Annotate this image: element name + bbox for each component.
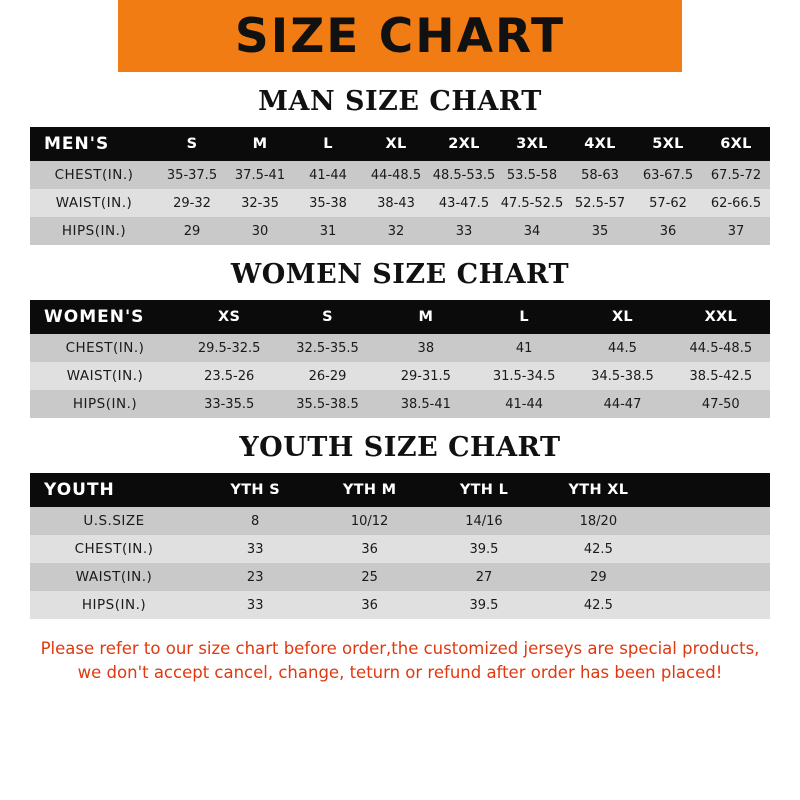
row-label: WAIST(IN.) (75, 569, 153, 585)
table-cell: 30 (251, 223, 269, 239)
table-cell: 47-50 (701, 396, 740, 412)
section-title-youth: YOUTH SIZE CHART (239, 432, 561, 463)
footer-note (22, 637, 778, 685)
table-cell-spacer (656, 535, 770, 563)
table-cell: 63-67.5 (642, 167, 694, 183)
header-cell: 4XL (584, 136, 616, 152)
table-header-row (30, 473, 770, 507)
table-cell: 14/16 (465, 513, 503, 529)
header-cell: WOMEN'S (44, 307, 145, 327)
table-cell: 31 (319, 223, 337, 239)
table-row (30, 390, 770, 418)
table-cell: 26-29 (308, 368, 347, 384)
table-cell: 43-47.5 (438, 195, 490, 211)
table-cell: 33 (246, 597, 264, 613)
table-cell: 29 (183, 223, 201, 239)
table-cell: 44.5 (608, 340, 637, 356)
table-cell-spacer (656, 591, 770, 619)
table-cell: 25 (361, 569, 378, 585)
table-cell: 53.5-58 (506, 167, 558, 183)
footer-note-line-1: Please refer to our size chart before order,the customized jerseys are special products, (40, 639, 760, 658)
table-row (30, 591, 770, 619)
table-cell: 29-31.5 (400, 368, 451, 384)
table-cell: 38.5-41 (400, 396, 451, 412)
table-cell: 36 (659, 223, 677, 239)
table-cell: 33-35.5 (204, 396, 255, 412)
table-row (30, 334, 770, 362)
table-row (30, 563, 770, 591)
table-cell: 57-62 (649, 195, 687, 211)
row-label: CHEST(IN.) (54, 167, 134, 183)
table-cell: 35-38 (309, 195, 347, 211)
header-cell: M (252, 136, 268, 152)
header-cell: YTH XL (568, 482, 629, 498)
table-cell: 41-44 (309, 167, 347, 183)
header-cell: 6XL (720, 136, 752, 152)
header-cell: S (186, 136, 198, 152)
women-size-table (30, 300, 770, 418)
table-cell: 23.5-26 (204, 368, 255, 384)
table-cell: 67.5-72 (710, 167, 762, 183)
section-women (0, 259, 800, 418)
section-man (0, 86, 800, 245)
header-cell: XXL (704, 309, 738, 325)
header-cell: 3XL (516, 136, 548, 152)
table-cell-spacer (656, 507, 770, 535)
footer-note-line-2: we don't accept cancel, change, teturn or refund after order has been placed! (77, 662, 723, 682)
table-cell: 29 (590, 569, 607, 585)
table-cell: 31.5-34.5 (492, 368, 556, 384)
table-cell: 29-32 (173, 195, 211, 211)
table-cell: 38.5-42.5 (689, 368, 753, 384)
table-row (30, 507, 770, 535)
table-cell: 47.5-52.5 (500, 195, 564, 211)
table-cell: 39.5 (469, 597, 499, 613)
table-cell: 52.5-57 (574, 195, 626, 211)
table-header-row (30, 300, 770, 334)
table-cell: 39.5 (469, 541, 499, 557)
header-cell: YOUTH (44, 480, 115, 500)
table-cell: 32-35 (241, 195, 279, 211)
header-cell-spacer (656, 473, 770, 507)
table-cell: 8 (251, 513, 260, 529)
header-cell: YTH M (342, 482, 397, 498)
row-label: HIPS(IN.) (61, 223, 127, 239)
table-cell: 44.5-48.5 (689, 340, 753, 356)
table-cell: 42.5 (583, 541, 613, 557)
table-cell: 36 (361, 597, 378, 613)
table-row (30, 161, 770, 189)
table-row (30, 362, 770, 390)
table-row (30, 535, 770, 563)
header-cell: 5XL (652, 136, 684, 152)
table-header-row (30, 127, 770, 161)
section-title-man: MAN SIZE CHART (258, 86, 542, 117)
table-cell: 34 (523, 223, 541, 239)
table-row (30, 189, 770, 217)
header-cell: XL (611, 309, 633, 325)
header-cell: L (323, 136, 333, 152)
row-label: CHEST(IN.) (65, 340, 145, 356)
table-cell: 37 (727, 223, 745, 239)
page-title: SIZE CHART (234, 8, 566, 64)
table-cell: 41-44 (505, 396, 544, 412)
header-cell: S (322, 309, 333, 325)
table-cell: 35.5-38.5 (296, 396, 359, 412)
row-label: WAIST(IN.) (66, 368, 144, 384)
table-cell: 41 (515, 340, 533, 356)
table-cell: 23 (246, 569, 264, 585)
table-cell: 34.5-38.5 (591, 368, 654, 384)
youth-size-table (30, 473, 770, 619)
row-label: CHEST(IN.) (74, 541, 154, 557)
table-cell: 48.5-53.5 (432, 167, 496, 183)
table-cell: 32 (387, 223, 405, 239)
header-cell: XS (218, 309, 241, 325)
table-cell-spacer (656, 563, 770, 591)
table-cell: 35-37.5 (166, 167, 218, 183)
row-label: WAIST(IN.) (55, 195, 133, 211)
header-cell: YTH L (459, 482, 509, 498)
row-label: HIPS(IN.) (72, 396, 138, 412)
table-cell: 42.5 (583, 597, 613, 613)
row-label: U.S.SIZE (83, 513, 145, 529)
table-cell: 33 (455, 223, 473, 239)
table-cell: 33 (246, 541, 264, 557)
header-cell: 2XL (448, 136, 480, 152)
section-title-women: WOMEN SIZE CHART (230, 259, 570, 290)
header-band (0, 0, 800, 72)
table-cell: 36 (361, 541, 378, 557)
table-cell: 29.5-32.5 (197, 340, 261, 356)
man-size-table (30, 127, 770, 245)
table-cell: 27 (475, 569, 493, 585)
table-cell: 10/12 (350, 513, 389, 529)
header-cell: L (519, 309, 529, 325)
header-cell: XL (385, 136, 407, 152)
table-cell: 38-43 (377, 195, 415, 211)
table-cell: 38 (417, 340, 435, 356)
table-cell: 44-48.5 (370, 167, 422, 183)
header-cell: M (418, 309, 434, 325)
table-cell: 44-47 (603, 396, 642, 412)
table-cell: 18/20 (579, 513, 618, 529)
table-cell: 37.5-41 (234, 167, 286, 183)
table-cell: 58-63 (581, 167, 619, 183)
table-row (30, 217, 770, 245)
table-cell: 62-66.5 (710, 195, 762, 211)
table-cell: 35 (591, 223, 609, 239)
section-youth (0, 432, 800, 619)
header-cell: MEN'S (44, 134, 110, 154)
row-label: HIPS(IN.) (81, 597, 147, 613)
header-cell: YTH S (230, 482, 280, 498)
table-cell: 32.5-35.5 (296, 340, 359, 356)
